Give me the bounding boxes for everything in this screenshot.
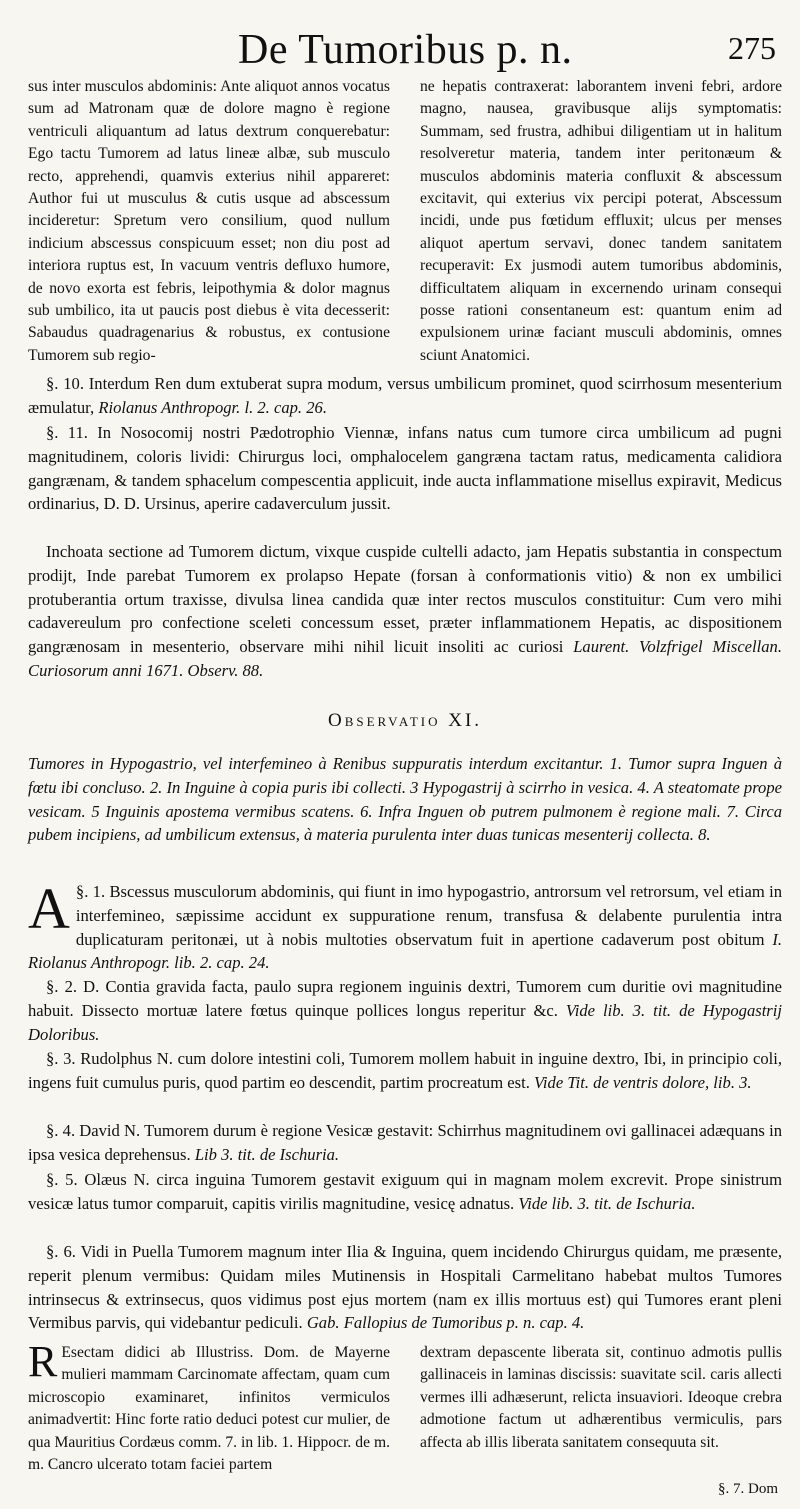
bottom-right-text: dextram depascente liberata sit, continuo admotis pullis gallinaceis in laminas discissis: suavitate scil. caris allecti vermes illi adhæserunt, relicta insuaviori. Ideoque crebra admotione factum ut adhærentibus vermiculis, pars affecta ab illis liberata sanitatem consequuta sit.: [420, 1344, 782, 1451]
section-10: [28, 372, 782, 420]
inchoata-citation: Laurent. Volzfrigel Miscellan. Curiosorum anni 1671. Observ. 88.: [28, 637, 783, 680]
running-head: [28, 20, 782, 80]
top-left-text: sus inter musculos abdominis: Ante aliquot annos vocatus sum ad Matronam quæ de dolore magno è regione ventriculi aliquantum ad latus dextrum conquerebatur: Ego tactu Tumorem ad latus lineæ albæ, sub musculo recto, apprehendi, quamvis exterius nihil appareret: Author fui ut musculus & cutis usque ad abscessum incideretur: Spretum vero consilium, quod nullum indicium abscessus conspicuum esset; non diu post ad interiora ruptus est, In vacuum ventris defluxo humore, de novo exorta est febris, leipothymia & dolor magnus sub umbilico, ita ut paucis post diebus è vita decesserit: Sabaudus quadragenarius & robustus, ex contusione Tumorem sub regio-: [28, 78, 390, 364]
section-b2-citation: Vide lib. 3. tit. de Hypogastrij Doloribus.: [28, 1000, 782, 1044]
bottom-left-column: [28, 1337, 390, 1474]
bottom-two-columns: [28, 1337, 782, 1474]
section-10-citation: Riolanus Anthropogr. l. 2. cap. 26.: [98, 397, 327, 417]
section-b1-text: Bscessus musculorum abdominis, qui fiunt in imo hypogastrio, antrorsum vel retrorsum, vel etiam in interfemineo, sæpissime accidunt ex suppuratione renum, transfusa & delabente purulentia intra duplicaturam peritonæi, ut à nobis multoties observatum fuit in apertione cadaverum post obitum: [75, 882, 782, 949]
section-b4-text: §. 4. David N. Tumorem durum è regione Vesicæ gestavit: Schirrhus magnitudinem ovi gallinacei adæquans in ipsa vesica deprehensus.: [28, 1121, 782, 1164]
observatio-heading: Observatio XI.: [327, 710, 483, 731]
section-b6-text: §. 6. Vidi in Puella Tumorem magnum inter Ilia & Inguina, quem incidendo Chirurgus quidam, me præsente, reperit plenum vermibus: Quidam miles Mutinensis in Hospitali Carmelitano habebat multos Tumores intrinsecus & extrinsecus, quos vidimus post ejus mortem (nam ex illis mortuus est) qui Tumores erant pleni Vermibus parvis, qui videbantur pediculi.: [28, 1242, 782, 1333]
section-b1-citation: I. Riolanus Anthropogr. lib. 2. cap. 24.: [28, 929, 782, 973]
inchoata-text: Inchoata sectione ad Tumorem dictum, vixque cuspide cultelli adacto, jam Hepatis substantia in conspectum prodijt, Inde parebat Tumorem ex prolapso Hepate (forsan à conformationis vitio) & non ex umbilici protuberantia ortum traxisse, divulsa linea candida quæ inter rectos musculos constituitur: Cum vero mihi cadavereulum pro confectione sceleti concessum esset, præter inflammationem Hepatis, ac dispositionem gangrænosam in mesenterio, observare mihi nihil licuit insoliti ac curiosi: [28, 542, 782, 657]
observatio-summary: [28, 752, 782, 847]
page-number: 275: [728, 30, 776, 66]
section-b5-citation: Vide lib. 3. tit. de Ischuria.: [518, 1193, 696, 1213]
section-b4: [28, 1119, 782, 1167]
section-10-text: §. 10. Interdum Ren dum extuberat supra modum, versus umbilicum prominet, quod scirrhosum mesenterium æmulatur,: [28, 374, 782, 417]
section-b5: [28, 1168, 782, 1216]
top-left-column: [28, 76, 390, 366]
top-right-column: [420, 76, 782, 366]
section-b3-text: §. 3. Rudolphus N. cum dolore intestini coli, Tumorem mollem habuit in inguine dextro, Ibi, in principio coli, ingens fuit cumulus puris, quod partim eo descendit, partim procreatum est.: [28, 1049, 782, 1092]
section-b2-text: §. 2. D. Contia gravida facta, paulo supra regionem inguinis dextri, Tumorem cum duritie ovi magnitudine habuit. Dissecto mortuæ latere fœtus quinque pollices longus reperitur &c.: [28, 977, 782, 1020]
bottom-left-text: Esectam didici ab Illustriss. Dom. de Mayerne mulieri mammam Carcinomate affectam, quam cum microscopio examinaret, infinitos vermiculos animadvertit: Hinc forte ratio deduci potest cur mulier, de qua Mauritius Cordæus comm. 7. in lib. 1. Hippocr. de m. m. Cancro ulcerato totam faciei partem: [28, 1344, 390, 1474]
running-title: De Tumoribus p. n.: [238, 27, 573, 73]
observatio-summary-text: Tumores in Hypogastrio, vel interfemineo à Renibus suppuratis interdum excitantur. 1. Tumor supra Inguen à fœtu ibi concluso. 2. In Inguine à copia puris ibi collecti. 3 Hypogastrij à scirrho in vesica. 4. A steatomate prope vesicam. 5 Inguinis apostema vermibus scatens. 6. Infra Inguen ob putrem pulmonem è regione mali. 7. Circa pubem incipiens, ad umbilicum extensus, à materia purulenta inter duas tunicas mesenterij collecta. 8.: [28, 754, 782, 845]
section-b2: [28, 975, 782, 1046]
inchoata-paragraph: [28, 540, 782, 683]
section-11: [28, 421, 782, 516]
section-11-text: §. 11. In Nosocomij nostri Pædotrophio Viennæ, infans natus cum tumore circa umbilicum ad pugni magnitudinem, coloris lividi: Chirurgus loci, omphalocelem gangræna tactam ratus, medicamenta calidiora gangrænam, & tandem sphacelum compescentia applicuit, inde aucta inflammatione misellus expiravit, Medicus ordinarius, D. D. Ursinus, aperire cadaverculum jussit.: [28, 423, 782, 514]
section-b1-mark: §. 1.: [75, 882, 106, 901]
section-b5-text: §. 5. Olæus N. circa inguina Tumorem gestavit exiguum qui in magnam molem excrevit. Prope sinistrum vesicæ latus tumor comparuit, capitis virilis magnitudine, vesicę adnatus.: [28, 1170, 782, 1213]
section-b3-citation: Vide Tit. de ventris dolore, lib. 3.: [534, 1072, 752, 1092]
bottom-left-dropcap: R: [28, 1337, 58, 1386]
section-b1: [28, 876, 782, 975]
top-two-columns: [28, 76, 782, 366]
section-b6-citation: Gab. Fallopius de Tumoribus p. n. cap. 4.: [306, 1313, 585, 1333]
section-b6: [28, 1240, 782, 1335]
bottom-right-column: [420, 1342, 782, 1472]
catchword: §. 7. Dom: [718, 1481, 778, 1497]
book-page: [28, 20, 782, 1500]
top-right-text: ne hepatis contraxerat: laborantem inveni febri, ardore magno, nausea, gravibusque alijs symptomatis: Summam, sed frustra, adhibui diligentiam ut in halitum resolveretur materia, tandem inter peritonæum & musculos abdominis materia confluxit & abscessum excitavit, qui exterius vix percipi poterat, Abscessum incidi, unde pus fœtidum effluxit; ulcus per menses aliquot apertum servavi, donec tandem sanitatem recuperavit: Ex jusmodi autem tumoribus abdominis, difficultatem aliquam in excernendo urinam consequi posse rationi consentaneum est: quantum enim ad expulsionem urinæ faciant musculi abdominis, omnes sciunt Anatomici.: [420, 78, 782, 364]
section-b1-dropcap: A: [28, 876, 70, 941]
section-b4-citation: Lib 3. tit. de Ischuria.: [194, 1144, 340, 1164]
section-b3: [28, 1047, 782, 1095]
